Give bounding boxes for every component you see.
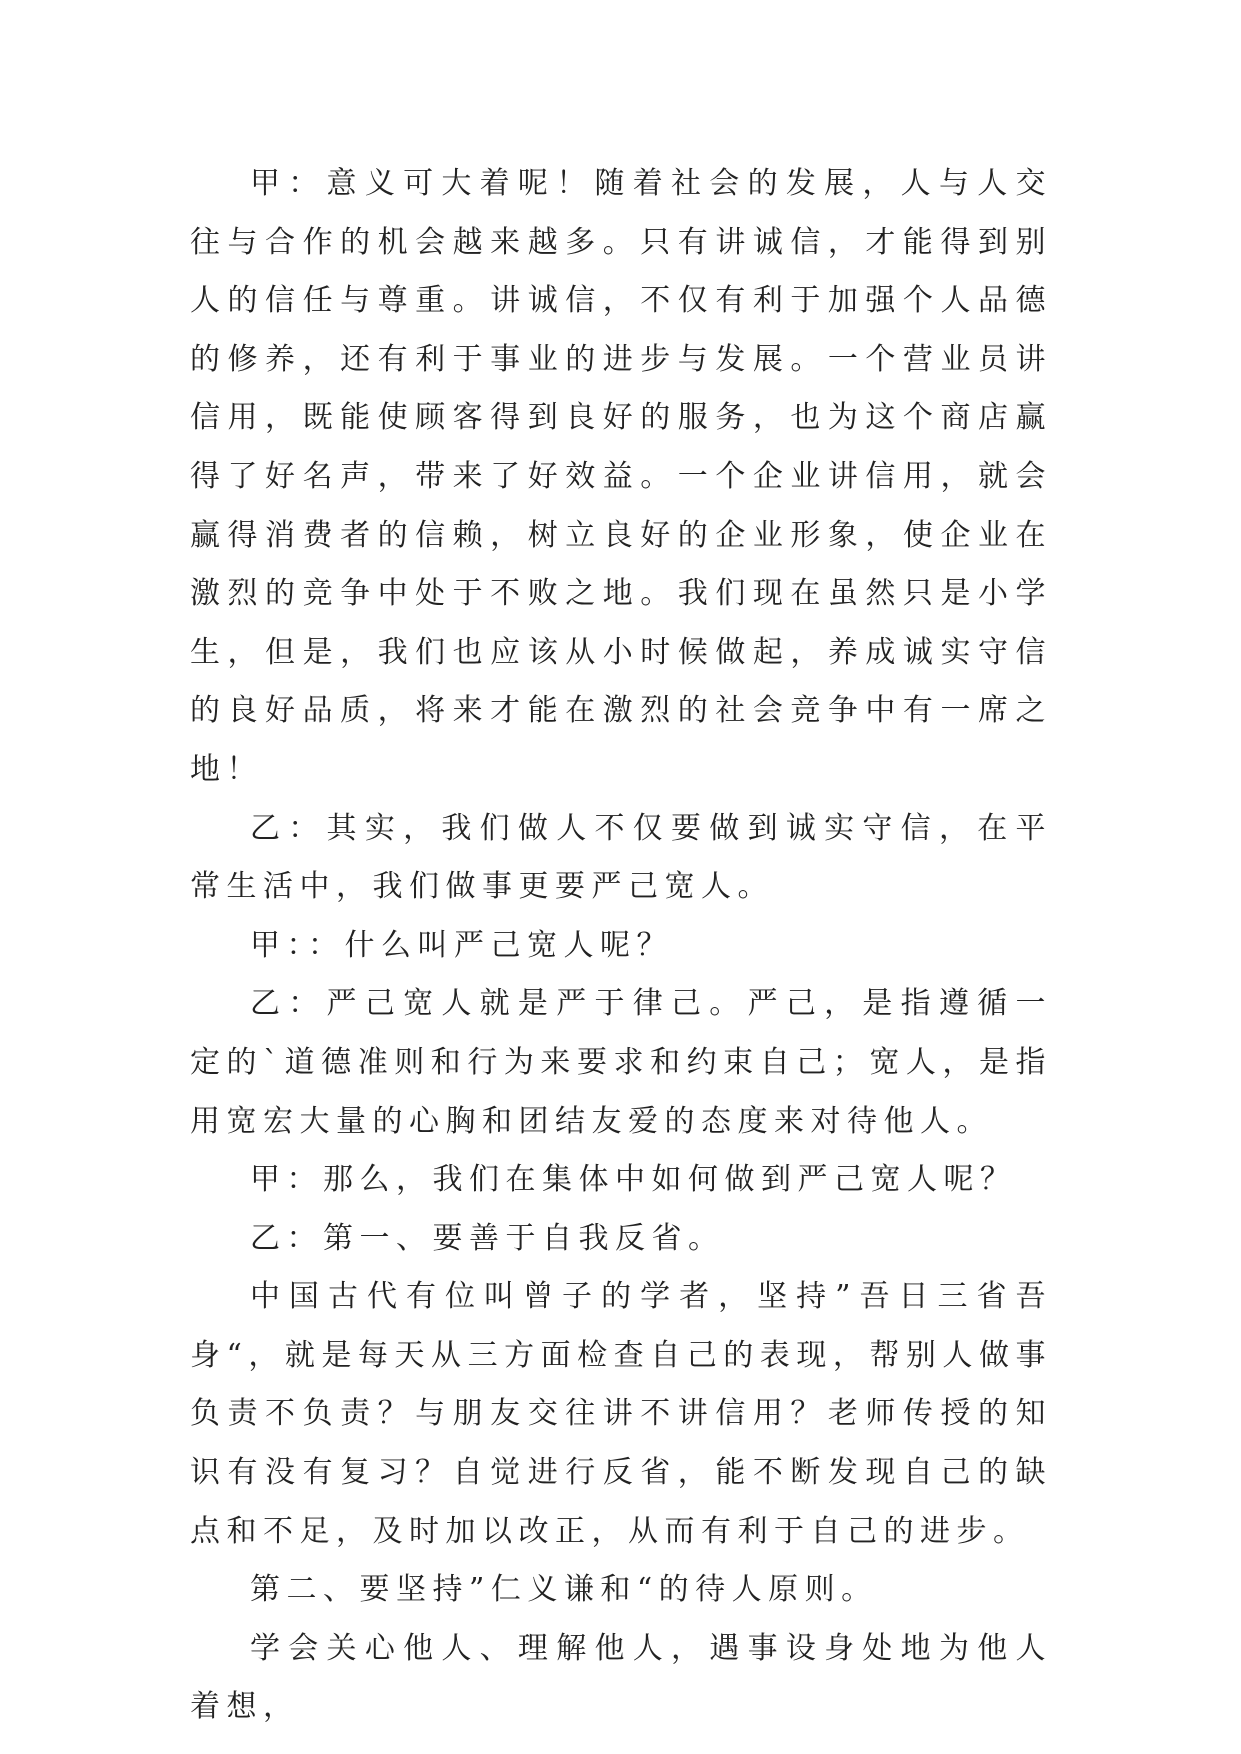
paragraph: 学会关心他人、理解他人，遇事设身处地为他人着想， [190, 1630, 1052, 1725]
paragraph: 中国古代有位叫曾子的学者，坚持”吾日三省吾身“，就是每天从三方面检查自己的表现，帮别人做事负责不负责？与朋友交往讲不讲信用？老师传授的知识有没有复习？自觉进行反省，能不断发现自己的缺点和不足，及时加以改正，从而有利于自己的进步。 [190, 1279, 1052, 1549]
paragraph: 甲：：什么叫严己宽人呢？ [250, 927, 673, 963]
paragraph: 甲：意义可大着呢！随着社会的发展，人与人交往与合作的机会越来越多。只有讲诚信，才能得到别人的信任与尊重。讲诚信，不仅有利于加强个人品德的修养，还有利于事业的进步与发展。一个营业员讲信用，既能使顾客得到良好的服务，也为这个商店赢得了好名声，带来了好效益。一个企业讲信用，就会赢得消费者的信赖，树立良好的企业形象，使企业在激烈的竞争中处于不败之地。我们现在虽然只是小学生，但是，我们也应该从小时候做起，养成诚实守信的良好品质，将来才能在激烈的社会竞争中有一席之地！ [190, 166, 1052, 787]
paragraph: 乙：第一、要善于自我反省。 [250, 1220, 725, 1256]
paragraph: 乙：严己宽人就是严于律己。严己，是指遵循一定的`道德准则和行为来要求和约束自己；宽人，是指用宽宏大量的心胸和团结友爱的态度来对待他人。 [190, 986, 1052, 1139]
paragraph: 甲：那么，我们在集体中如何做到严己宽人呢？ [250, 1162, 1017, 1198]
document-body [190, 155, 1052, 1737]
paragraph: 第二、要坚持”仁义谦和“的待人原则。 [250, 1572, 878, 1608]
paragraph: 乙：其实，我们做人不仅要做到诚实守信，在平常生活中，我们做事更要严己宽人。 [190, 810, 1052, 905]
